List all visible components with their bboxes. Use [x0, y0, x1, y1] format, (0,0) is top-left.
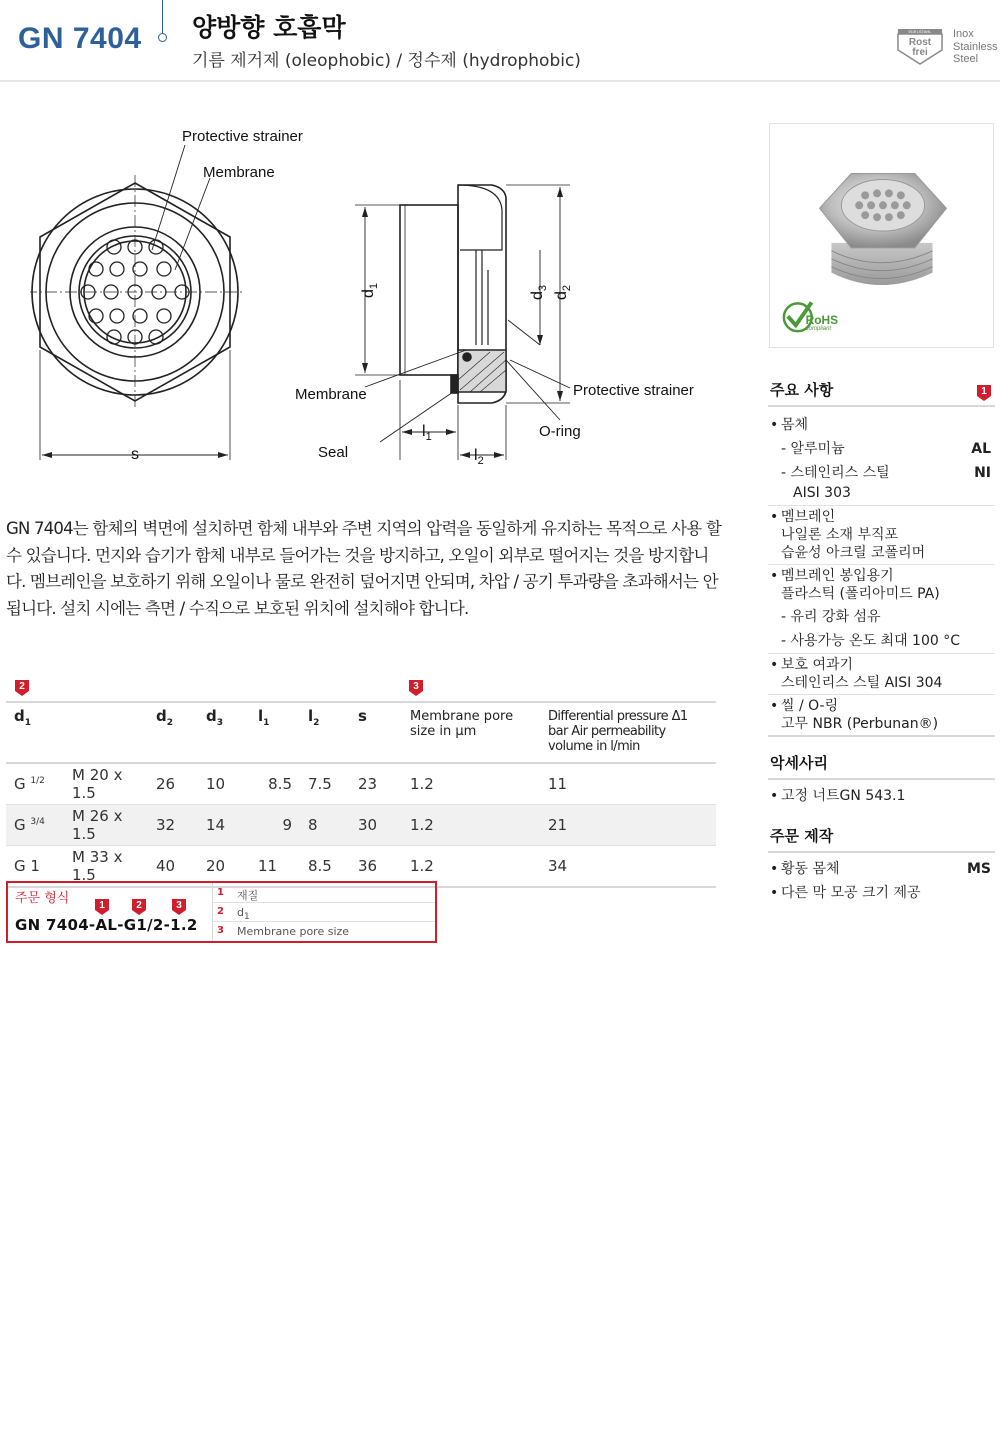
marker-number: 2 [19, 681, 25, 692]
spec-item: - 스테인리스 스틸 AISI 303 NI [768, 461, 995, 506]
order-format-label: 주문 형식 [15, 891, 70, 906]
order-legend-text: $d_1$ [237, 906, 250, 923]
spec-item: • 멤브레인 나일론 소재 부직포 습윤성 아크릴 코폴리머 [768, 506, 995, 565]
seal-section [451, 375, 458, 393]
label-d3: $d_3$ [529, 284, 549, 300]
rohs-compliant-text: compliant [805, 326, 832, 333]
order-legend-text: 재질 [237, 889, 259, 902]
spec-item: - 유리 강화 섬유 [781, 609, 881, 625]
accessory-item: • 고정 너트GN 543.1 [768, 784, 995, 808]
cell-m: M 26 x 1.5 [64, 805, 148, 846]
o-ring-section [463, 353, 471, 361]
label-o-ring: O-ring [539, 423, 581, 440]
spec-item: • 멤브레인 봉입용기 플라스틱 (폴리아미드 PA) [768, 565, 995, 605]
dim-arrow [42, 452, 52, 458]
col-pore-size: Membrane pore size in µm [402, 702, 540, 763]
cell-l1: 9 [250, 805, 300, 846]
marker-pin-d1 [14, 679, 30, 697]
order-pin-number: 1 [99, 900, 105, 911]
cell-l1: 8.5 [250, 763, 300, 805]
cell-l2: 7.5 [300, 763, 350, 805]
cell-s: 36 [350, 846, 402, 888]
order-code-example: GN 7404-AL-G1/2-1.2 [15, 916, 198, 934]
cell-d3: 10 [198, 763, 250, 805]
order-pin [171, 898, 187, 916]
inox-line: Stainless [953, 40, 998, 53]
product-code: GN 7404 [18, 22, 142, 55]
front-view [30, 145, 245, 460]
thread-body [400, 205, 458, 375]
table-row [6, 763, 716, 805]
spec-item: - 사용가능 온도 최대 100 °C [768, 629, 995, 654]
cell-d2: 40 [148, 846, 198, 888]
label-protective-strainer: Protective strainer [182, 128, 303, 145]
col-d2: $d_2$ [148, 702, 198, 763]
cell-pore: 1.2 [402, 846, 540, 888]
order-legend-number: 1 [217, 887, 224, 898]
cell-pore: 1.2 [402, 763, 540, 805]
spec-item: • 몸체 [768, 413, 995, 437]
inox-line: Inox [953, 28, 974, 40]
spec-code: NI [974, 465, 991, 481]
header-divider-dot [158, 33, 167, 42]
cell-diff: 21 [540, 805, 716, 846]
order-legend-number: 2 [217, 906, 224, 917]
col-diff-pressure: Differential pressure Δ1 bar Air permeability volume in l/min [540, 702, 716, 763]
order-legend-row [213, 903, 435, 922]
badge-text-2: Rost [908, 37, 932, 48]
product-description: GN 7404는 함체의 벽면에 설치하면 함체 내부와 주변 지역의 압력을 동일하게 유지하는 목적으로 사용 할 수 있습니다. 먼지와 습기가 함체 내부로 들어가는 것을 방지하고, 오일이 외부로 떨어지는 것을 방지합니다. 멤브레인을 보호하기 위해 오일이나 물로 완전히 덮어지면 안되며, 차압 / 공기 투과량을 초과해서는 안됩니다. 설치 시에는 측면 / 수직으로 보호된 위치에 설치해야 합니다. [6, 519, 721, 618]
custom-item: • 다른 막 모공 크기 제공 [768, 881, 995, 905]
cell-g: G $^{1/2}$ [6, 763, 64, 805]
label-d2: $d_2$ [553, 284, 573, 300]
col-s: s [350, 702, 402, 763]
cell-g: G 1 [6, 846, 64, 888]
custom-title: 주문 제작 [768, 822, 995, 853]
custom-code: MS [966, 861, 991, 877]
rohs-text: RoHS [805, 313, 839, 328]
specs-title: 주요 사항 1 [768, 376, 995, 407]
cell-d3: 14 [198, 805, 250, 846]
label-membrane-side: Membrane [295, 386, 367, 403]
spec-item: • 보호 여과기 스테인리스 스틸 AISI 304 [768, 654, 995, 695]
label-seal: Seal [318, 444, 349, 461]
specs-pin [976, 384, 992, 402]
spec-code: AL [971, 441, 991, 457]
side-view [355, 185, 570, 460]
cell-l1: 11 [250, 846, 300, 888]
page-subtitle: 기름 제거제 (oleophobic) / 정수제 (hydrophobic) [192, 51, 581, 71]
label-l1: $l_1$ [422, 423, 432, 443]
cell-d3: 20 [198, 846, 250, 888]
dimension-table [6, 701, 716, 888]
cell-m: M 33 x 1.5 [64, 846, 148, 888]
rostfrei-badge-icon [896, 28, 944, 66]
badge-text-3: frei [912, 47, 928, 58]
inox-line: Steel [953, 53, 979, 65]
side-dim-arrows [362, 187, 563, 458]
cell-pore: 1.2 [402, 805, 540, 846]
table-row [6, 805, 716, 846]
page-title: 양방향 호흡막 [192, 13, 346, 42]
label-d1: $d_1$ [360, 282, 380, 298]
cell-l2: 8 [300, 805, 350, 846]
spec-item: - 알루미늄 AL [781, 441, 991, 457]
page-header [0, 0, 1000, 82]
custom-item: • 황동 몸체 MS [768, 857, 995, 881]
cell-s: 30 [350, 805, 402, 846]
order-legend-row [213, 884, 435, 903]
spec-column [768, 376, 995, 905]
table-header-row [6, 702, 716, 763]
col-d1: $d_1$ [6, 702, 148, 763]
order-pin-number: 2 [136, 900, 142, 911]
cell-diff: 11 [540, 763, 716, 805]
col-l1: $l_1$ [250, 702, 300, 763]
specs-pin-number: 1 [981, 386, 987, 397]
order-legend-text: Membrane pore size [237, 925, 350, 938]
accessories-title: 악세사리 [768, 749, 995, 780]
technical-drawing [30, 120, 730, 480]
dome [458, 185, 502, 250]
col-l2: $l_2$ [300, 702, 350, 763]
marker-pin-pore [408, 679, 424, 697]
order-pin [131, 898, 147, 916]
header-divider-line [162, 0, 163, 34]
col-d3: $d_3$ [198, 702, 250, 763]
label-l2: $l_2$ [474, 447, 484, 467]
order-legend-number: 3 [217, 925, 224, 936]
badge-text-1: EDELSTAHL [908, 29, 932, 34]
cell-s: 23 [350, 763, 402, 805]
cell-d2: 26 [148, 763, 198, 805]
cell-diff: 34 [540, 846, 716, 888]
label-protective-strainer-side: Protective strainer [573, 382, 694, 399]
dim-arrow [218, 452, 228, 458]
cell-m: M 20 x 1.5 [64, 763, 148, 805]
inox-label [953, 28, 998, 66]
spec-item: • 씰 / O-링 고무 NBR (Perbunan®) [768, 695, 995, 737]
order-pin [94, 898, 110, 916]
order-legend-row [213, 922, 435, 941]
product-photo [769, 123, 994, 348]
label-s: s [131, 446, 139, 463]
cell-l2: 8.5 [300, 846, 350, 888]
marker-number: 3 [413, 681, 419, 692]
label-membrane: Membrane [203, 164, 275, 181]
cell-g: G $^{3/4}$ [6, 805, 64, 846]
cell-d2: 32 [148, 805, 198, 846]
order-pin-number: 3 [176, 900, 182, 911]
order-format-box [6, 881, 437, 943]
